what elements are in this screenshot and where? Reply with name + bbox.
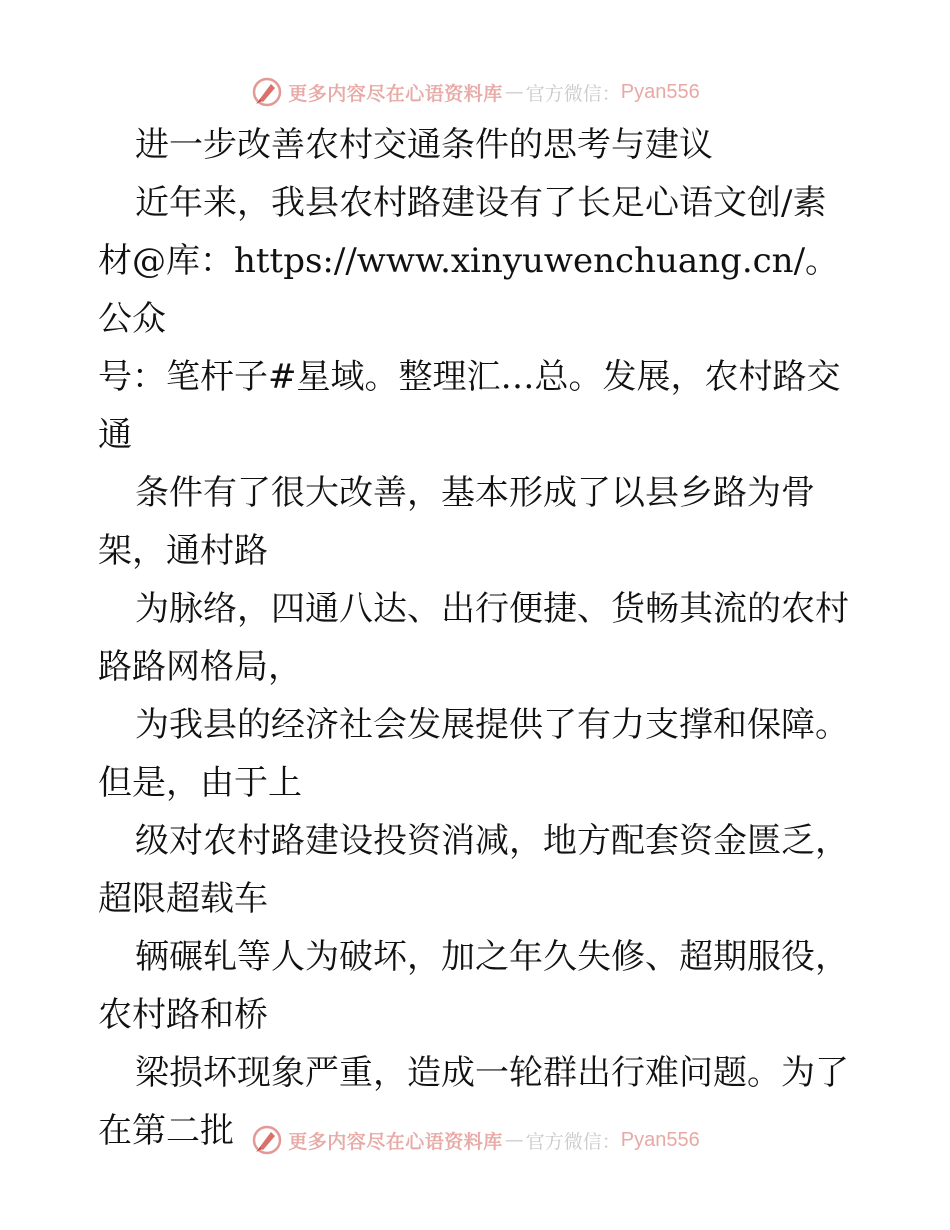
banner-separator: — — [504, 81, 524, 103]
banner-wechat-id: Pyan556 — [620, 80, 700, 103]
banner-text: 更多内容尽在心语资料库 — [288, 1130, 503, 1153]
document-body — [98, 116, 858, 1160]
text-line: 近年来，我县农村路建设有了长足心语文创/素 — [135, 183, 827, 223]
banner-wechat-id: Pyan556 — [620, 1128, 700, 1151]
text-line: 为我县的经济社会发展提供了有力支撑和保障。 — [135, 705, 849, 745]
pen-nib-logo-icon — [250, 1123, 284, 1157]
footer-watermark-banner — [0, 1120, 950, 1160]
text-line: 级对农村路建设投资消减，地方配套资金匮乏， — [135, 821, 849, 861]
text-line: 条件有了很大改善，基本形成了以县乡路为骨 — [135, 473, 815, 513]
text-line: 超限超载车 — [98, 879, 268, 919]
banner-text: 更多内容尽在心语资料库 — [288, 82, 503, 105]
text-line: 在第二批 — [98, 1111, 234, 1151]
header-watermark-banner — [0, 72, 950, 112]
text-line: 架，通村路 — [98, 531, 268, 571]
text-line: 为脉络，四通八达、出行便捷、货畅其流的农村 — [135, 589, 849, 629]
text-line: 材@库：https://www.xinyuwenchuang.cn/。公众 — [98, 241, 840, 339]
text-line: 但是，由于上 — [98, 763, 302, 803]
banner-wechat-label: 官方微信： — [525, 82, 621, 105]
document-title: 进一步改善农村交通条件的思考与建议 — [135, 125, 713, 165]
text-line: 辆碾轧等人为破坏，加之年久失修、超期服役， — [135, 937, 849, 977]
text-line: 号：笔杆子#星域。整理汇…总。发展，农村路交 — [98, 357, 841, 397]
banner-separator: — — [504, 1129, 524, 1151]
pen-nib-logo-icon — [250, 75, 284, 109]
banner-wechat-label: 官方微信： — [525, 1130, 621, 1153]
text-line: 农村路和桥 — [98, 995, 268, 1035]
text-line: 路路网格局， — [98, 647, 302, 687]
text-line: 通 — [98, 415, 132, 455]
text-line: 梁损坏现象严重，造成一轮群出行难问题。为了 — [135, 1053, 849, 1093]
